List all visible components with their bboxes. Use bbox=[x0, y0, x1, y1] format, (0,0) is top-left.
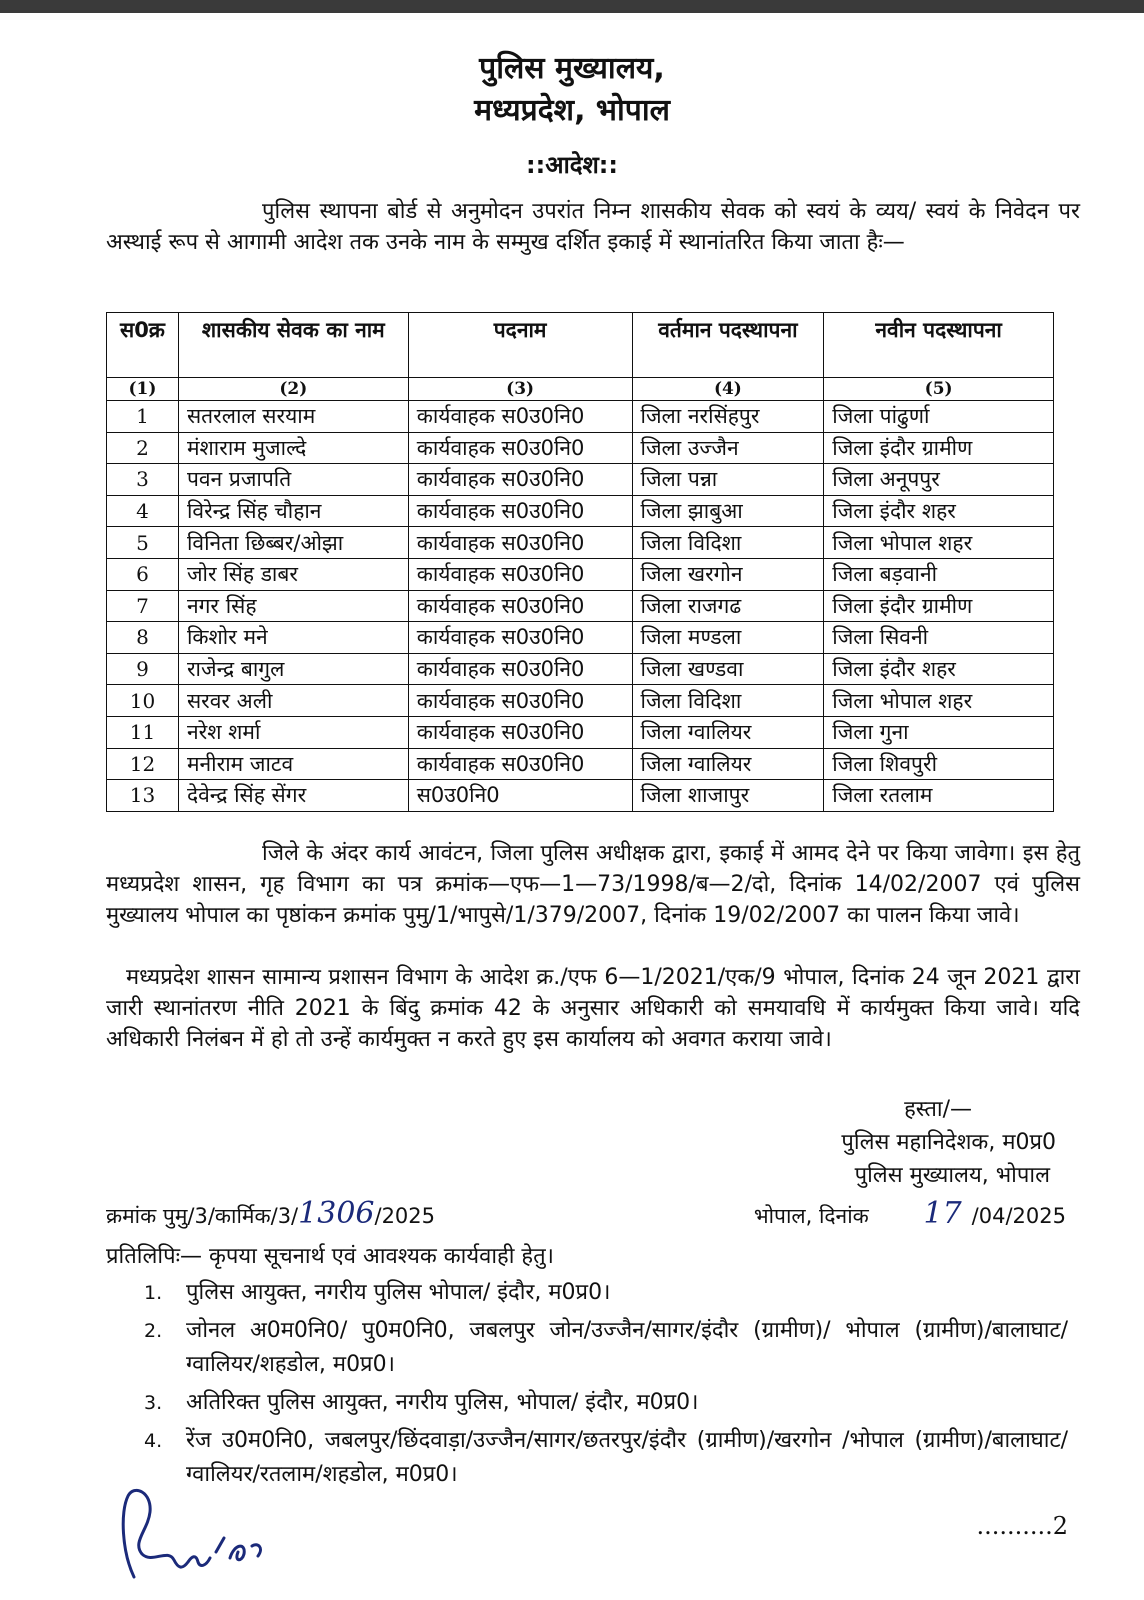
employee-name-cell: सतरलाल सरयाम bbox=[178, 401, 408, 433]
current-posting-cell: जिला मण्डला bbox=[632, 622, 824, 654]
serial-cell: 10 bbox=[107, 685, 179, 717]
current-posting-cell: जिला ग्वालियर bbox=[632, 748, 824, 780]
table-row bbox=[107, 716, 1054, 748]
designation-cell: कार्यवाहक स0उ0नि0 bbox=[408, 432, 632, 464]
serial-cell: 1 bbox=[107, 401, 179, 433]
list-item-text: पुलिस आयुक्त, नगरीय पुलिस भोपाल/ इंदौर, म0प्र0। bbox=[186, 1280, 611, 1305]
employee-name-cell: पवन प्रजापति bbox=[178, 464, 408, 496]
list-item-number: 3. bbox=[144, 1392, 163, 1414]
list-item-number: 1. bbox=[144, 1282, 163, 1304]
current-posting-cell: जिला उज्जैन bbox=[632, 432, 824, 464]
current-posting-cell: जिला खरगोन bbox=[632, 558, 824, 590]
intro-paragraph: पुलिस स्थापना बोर्ड से अनुमोदन उपरांत निम्न शासकीय सेवक को स्वयं के व्यय/ स्वयं के निवेदन पर अस्थाई रूप से आगामी आदेश तक उनके नाम के सम्मुख दर्शित इकाई में स्थानांतरित किया जाता हैः— bbox=[106, 199, 1080, 255]
list-item-text: रेंज उ0म0नि0, जबलपुर/छिंदवाड़ा/उज्जैन/सागर/छतरपुर/इंदौर (ग्रामीण)/खरगोन /भोपाल (ग्रामीण)/बालाघाट/ग्वालियर/रतलाम/शहडोल, म0प्र0। bbox=[186, 1428, 1068, 1487]
copy-to-heading: प्रतिलिपिः— कृपया सूचनार्थ एवं आवश्यक कार्यवाही हेतु। bbox=[106, 1244, 554, 1269]
designation-cell: कार्यवाहक स0उ0नि0 bbox=[408, 748, 632, 780]
designation-cell: कार्यवाहक स0उ0नि0 bbox=[408, 527, 632, 559]
relieving-paragraph: मध्यप्रदेश शासन सामान्य प्रशासन विभाग के आदेश क्र./एफ 6—1/2021/एक/9 भोपाल, दिनांक 24 जून 2021 द्वारा जारी स्थानांतरण नीति 2021 के बिंदु क्रमांक 42 के अनुसार अधिकारी को समयावधि में कार्यमुक्त किया जावे। यदि अधिकारी निलंबन में हो तो उन्हें कार्यमुक्त न करते हुए इस कार्यालय को अवगत कराया जावे। bbox=[106, 965, 1080, 1052]
table-row bbox=[107, 590, 1054, 622]
new-posting-cell: जिला अनूपपुर bbox=[824, 464, 1054, 496]
serial-cell: 8 bbox=[107, 622, 179, 654]
employee-name-cell: मंशाराम मुजाल्दे bbox=[178, 432, 408, 464]
copy-to-list bbox=[106, 1276, 1068, 1496]
current-posting-cell: जिला विदिशा bbox=[632, 685, 824, 717]
column-number: (1) bbox=[107, 378, 179, 401]
date-label: भोपाल, दिनांक bbox=[753, 1204, 869, 1228]
list-item-text: अतिरिक्त पुलिस आयुक्त, नगरीय पुलिस, भोपाल/ इंदौर, म0प्र0। bbox=[186, 1390, 699, 1415]
serial-cell: 4 bbox=[107, 495, 179, 527]
list-item bbox=[106, 1314, 1068, 1382]
current-posting-cell: जिला पन्ना bbox=[632, 464, 824, 496]
list-item-number: 4. bbox=[144, 1430, 163, 1452]
handwritten-day: 17 bbox=[923, 1196, 962, 1231]
table-row bbox=[107, 685, 1054, 717]
new-posting-cell: जिला गुना bbox=[824, 716, 1054, 748]
designation-cell: कार्यवाहक स0उ0नि0 bbox=[408, 716, 632, 748]
list-item-text: जोनल अ0म0नि0/ पु0म0नि0, जबलपुर जोन/उज्जैन/सागर/इंदौर (ग्रामीण)/ भोपाल (ग्रामीण)/बालाघाट/ग्वालियर/शहडोल, म0प्र0। bbox=[186, 1318, 1068, 1377]
serial-cell: 12 bbox=[107, 748, 179, 780]
employee-name-cell: नरेश शर्मा bbox=[178, 716, 408, 748]
date-suffix: /04/2025 bbox=[971, 1204, 1066, 1228]
transfer-table bbox=[106, 312, 1054, 812]
top-border-bar bbox=[0, 0, 1144, 13]
allocation-paragraph: जिले के अंदर कार्य आवंटन, जिला पुलिस अधीक्षक द्वारा, इकाई में आमद देने पर किया जावेगा। इस हेतु मध्यप्रदेश शासन, गृह विभाग का पत्र क्रमांक—एफ—1—73/1998/ब—2/दो, दिनांक 14/02/2007 एवं पुलिस मुख्यालय भोपाल का पृष्ठांकन क्रमांक पुमु/1/भापुसे/1/379/2007, दिनांक 19/02/2007 का पालन किया जावे। bbox=[106, 841, 1080, 928]
table-row bbox=[107, 780, 1054, 812]
employee-name-cell: विनिता छिब्बर/ओझा bbox=[178, 527, 408, 559]
designation-cell: कार्यवाहक स0उ0नि0 bbox=[408, 464, 632, 496]
header-serial: स0क्र bbox=[107, 313, 179, 378]
employee-name-cell: किशोर मने bbox=[178, 622, 408, 654]
designation-cell: कार्यवाहक स0उ0नि0 bbox=[408, 401, 632, 433]
current-posting-cell: जिला नरसिंहपुर bbox=[632, 401, 824, 433]
new-posting-cell: जिला पांढुर्णा bbox=[824, 401, 1054, 433]
employee-name-cell: सरवर अली bbox=[178, 685, 408, 717]
current-posting-cell: जिला झाबुआ bbox=[632, 495, 824, 527]
list-item bbox=[106, 1276, 1068, 1310]
handwritten-initials bbox=[112, 1482, 272, 1586]
new-posting-cell: जिला भोपाल शहर bbox=[824, 527, 1054, 559]
letterhead bbox=[0, 48, 1144, 132]
new-posting-cell: जिला इंदौर ग्रामीण bbox=[824, 590, 1054, 622]
current-posting-cell: जिला शाजापुर bbox=[632, 780, 824, 812]
serial-cell: 9 bbox=[107, 653, 179, 685]
current-posting-cell: जिला विदिशा bbox=[632, 527, 824, 559]
page-continuation: ..........2 bbox=[976, 1512, 1068, 1540]
designation-cell: स0उ0नि0 bbox=[408, 780, 632, 812]
employee-name-cell: जोर सिंह डाबर bbox=[178, 558, 408, 590]
header-current-posting: वर्तमान पदस्थापना bbox=[632, 313, 824, 378]
new-posting-cell: जिला इंदौर शहर bbox=[824, 653, 1054, 685]
current-posting-cell: जिला राजगढ bbox=[632, 590, 824, 622]
designation-cell: कार्यवाहक स0उ0नि0 bbox=[408, 495, 632, 527]
reference-date bbox=[754, 1196, 1066, 1231]
reference-prefix: क्रमांक पुमु/3/कार्मिक/3/ bbox=[106, 1204, 299, 1228]
column-number: (3) bbox=[408, 378, 632, 401]
serial-cell: 6 bbox=[107, 558, 179, 590]
serial-cell: 7 bbox=[107, 590, 179, 622]
serial-cell: 5 bbox=[107, 527, 179, 559]
designation-cell: कार्यवाहक स0उ0नि0 bbox=[408, 685, 632, 717]
table-row bbox=[107, 527, 1054, 559]
table-row bbox=[107, 653, 1054, 685]
serial-cell: 11 bbox=[107, 716, 179, 748]
reference-suffix: /2025 bbox=[374, 1204, 436, 1228]
header-new-posting: नवीन पदस्थापना bbox=[824, 313, 1054, 378]
letterhead-line-1: पुलिस मुख्यालय, bbox=[479, 51, 665, 86]
header-name: शासकीय सेवक का नाम bbox=[178, 313, 408, 378]
employee-name-cell: राजेन्द्र बागुल bbox=[178, 653, 408, 685]
current-posting-cell: जिला खण्डवा bbox=[632, 653, 824, 685]
designation-cell: कार्यवाहक स0उ0नि0 bbox=[408, 653, 632, 685]
table-row bbox=[107, 432, 1054, 464]
list-item-number: 2. bbox=[144, 1320, 163, 1342]
header-designation: पदनाम bbox=[408, 313, 632, 378]
new-posting-cell: जिला बड़वानी bbox=[824, 558, 1054, 590]
new-posting-cell: जिला रतलाम bbox=[824, 780, 1054, 812]
new-posting-cell: जिला इंदौर ग्रामीण bbox=[824, 432, 1054, 464]
reference-line bbox=[106, 1196, 1066, 1230]
letterhead-line-2: मध्यप्रदेश, भोपाल bbox=[474, 93, 670, 128]
employee-name-cell: मनीराम जाटव bbox=[178, 748, 408, 780]
table-row bbox=[107, 748, 1054, 780]
column-number: (5) bbox=[824, 378, 1054, 401]
designation-cell: कार्यवाहक स0उ0नि0 bbox=[408, 622, 632, 654]
table-row bbox=[107, 622, 1054, 654]
handwritten-reference-number: 1306 bbox=[298, 1196, 375, 1231]
serial-cell: 3 bbox=[107, 464, 179, 496]
employee-name-cell: विरेन्द्र सिंह चौहान bbox=[178, 495, 408, 527]
serial-cell: 2 bbox=[107, 432, 179, 464]
signatory-office: पुलिस मुख्यालय, भोपाल bbox=[854, 1163, 1050, 1188]
new-posting-cell: जिला इंदौर शहर bbox=[824, 495, 1054, 527]
order-title: ::आदेश:: bbox=[526, 151, 618, 179]
column-number: (2) bbox=[178, 378, 408, 401]
table-header-row bbox=[107, 313, 1054, 378]
reference-number bbox=[106, 1196, 435, 1231]
table-body bbox=[107, 401, 1054, 812]
new-posting-cell: जिला शिवपुरी bbox=[824, 748, 1054, 780]
column-number-row bbox=[107, 378, 1054, 401]
table-row bbox=[107, 558, 1054, 590]
new-posting-cell: जिला सिवनी bbox=[824, 622, 1054, 654]
signatory-designation: पुलिस महानिदेशक, म0प्र0 bbox=[841, 1130, 1056, 1155]
designation-cell: कार्यवाहक स0उ0नि0 bbox=[408, 558, 632, 590]
designation-cell: कार्यवाहक स0उ0नि0 bbox=[408, 590, 632, 622]
list-item bbox=[106, 1386, 1068, 1420]
signed-mark: हस्ता/— bbox=[904, 1097, 972, 1122]
current-posting-cell: जिला ग्वालियर bbox=[632, 716, 824, 748]
column-number: (4) bbox=[632, 378, 824, 401]
serial-cell: 13 bbox=[107, 780, 179, 812]
table-row bbox=[107, 495, 1054, 527]
employee-name-cell: नगर सिंह bbox=[178, 590, 408, 622]
new-posting-cell: जिला भोपाल शहर bbox=[824, 685, 1054, 717]
employee-name-cell: देवेन्द्र सिंह सेंगर bbox=[178, 780, 408, 812]
table-row bbox=[107, 464, 1054, 496]
table-row bbox=[107, 401, 1054, 433]
